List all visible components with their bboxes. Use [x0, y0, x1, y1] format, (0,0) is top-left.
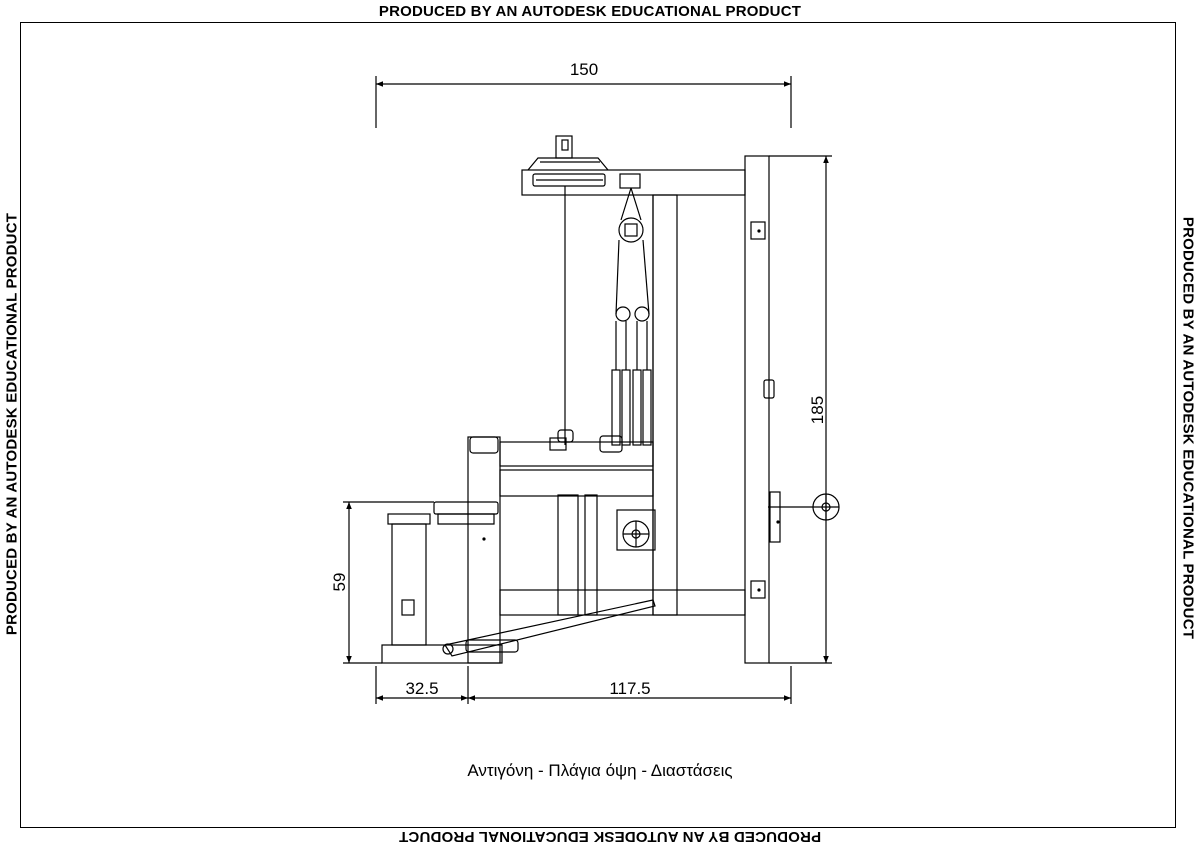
dimension-seat-height-label: 59 [330, 572, 349, 592]
watermark-right: PRODUCED BY AN AUTODESK EDUCATIONAL PRODUCT [1179, 216, 1197, 640]
front-pedestal-plate [402, 600, 414, 615]
watermark-bottom: PRODUCED BY AN AUTODESK EDUCATIONAL PRODUCT [398, 828, 822, 845]
dimension-width-label: 150 [569, 60, 599, 79]
pulley-system [612, 188, 651, 445]
drawing-caption: Αντιγόνη - Πλάγια όψη - Διαστάσεις [467, 761, 733, 780]
seat-rail-mid [500, 470, 653, 496]
seat-back-post [468, 437, 500, 663]
dimension-seat-height [343, 502, 434, 663]
inner-post-right [585, 495, 597, 615]
dimension-width [376, 76, 791, 128]
dimension-frame-depth-label: 117.5 [609, 679, 651, 698]
seat-rail-lower [500, 590, 745, 615]
seat-cushion [600, 436, 622, 452]
front-pad-stem [438, 514, 494, 524]
seat-back-pad [470, 437, 498, 453]
seat-rail-upper [500, 442, 653, 466]
dimension-height-label: 185 [808, 395, 827, 425]
rear-pulley [770, 492, 839, 542]
watermark-left: PRODUCED BY AN AUTODESK EDUCATIONAL PRODUCT [3, 212, 21, 636]
leg-lever [443, 600, 655, 656]
top-handle [528, 158, 608, 170]
seat-pulley [617, 510, 655, 550]
inner-post-left [558, 495, 578, 615]
dimension-seat-depth-label: 32.5 [405, 679, 439, 698]
machine-outline [382, 136, 839, 663]
center-column [653, 195, 677, 615]
top-pulley-block [620, 174, 640, 188]
front-pedestal [392, 524, 426, 645]
watermark-top: PRODUCED BY AN AUTODESK EDUCATIONAL PRODUCT [378, 3, 802, 20]
front-pad-top [434, 502, 498, 514]
